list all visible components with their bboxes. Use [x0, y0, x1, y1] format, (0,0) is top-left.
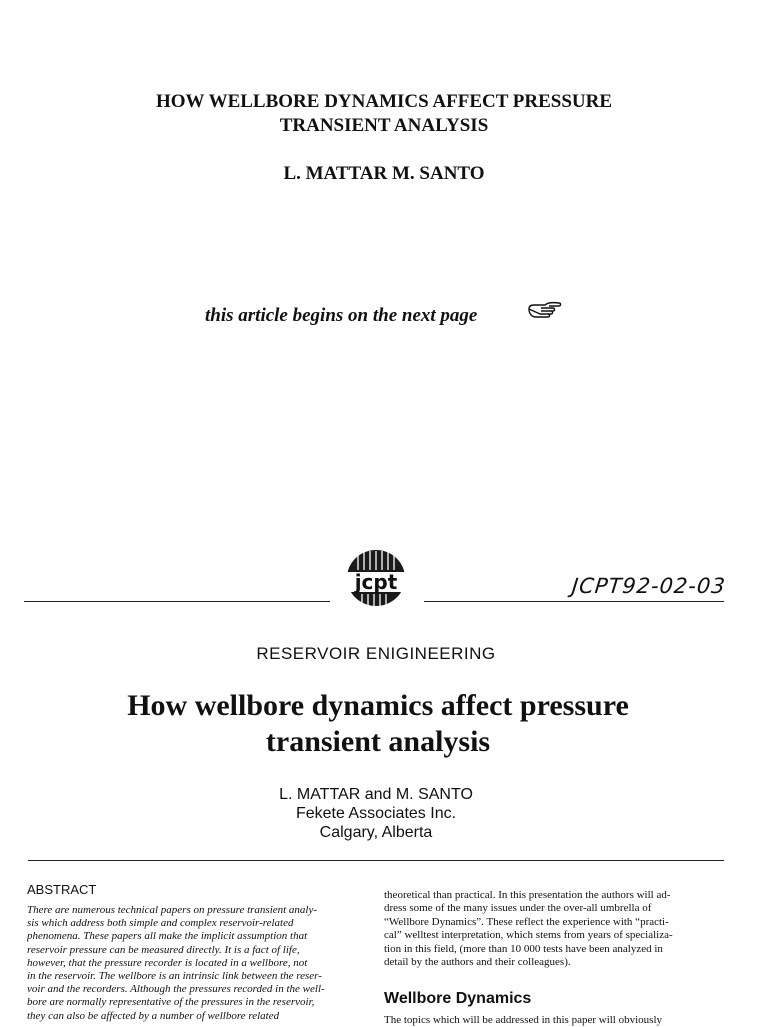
jcpt-logo [338, 548, 414, 618]
abstract-heading: ABSTRACT [27, 882, 97, 897]
abstract-line: however, that the pressure recorder is located in a wellbore, not [27, 956, 308, 969]
abstract-line: in the reservoir. The wellbore is an intrinsic link between the reser- [27, 970, 322, 983]
wellbore-dynamics-paragraph [384, 1014, 724, 1027]
jcpt-logo-text: jcpt [354, 570, 398, 594]
abstract-line: There are numerous technical papers on pressure transient analy- [27, 904, 318, 916]
intro-paragraph [384, 889, 724, 969]
body-line: theoretical than practical. In this presentation the authors will ad- [384, 889, 671, 901]
cover-authors: L. MATTAR M. SANTO [283, 163, 485, 184]
section-label: RESERVOIR ENIGINEERING [256, 644, 496, 663]
abstract-line: phenomena. These papers all make the implicit assumption that [27, 930, 308, 943]
document-code: JCPT92-02-03 [570, 574, 727, 598]
abstract-line: voir and the recorders. Although the pressures recorded in the well- [27, 983, 325, 996]
body-line: dress some of the many issues under the over-all umbrella of [384, 902, 652, 915]
cover-title [0, 90, 768, 138]
title-rule [28, 860, 724, 861]
cover-title-line-1: HOW WELLBORE DYNAMICS AFFECT PRESSURE [155, 91, 613, 112]
section-heading-wellbore-dynamics: Wellbore Dynamics [384, 990, 532, 1007]
pointing-hand-icon [527, 300, 563, 322]
paper-title-line-2: transient analysis [265, 725, 491, 758]
author-location: Calgary, Alberta [319, 824, 433, 841]
abstract-line: reservoir pressure can be measured directly. It is a fact of life, [27, 943, 300, 956]
body-line: cal” welltest interpretation, which stems from years of specializa- [384, 929, 673, 942]
header-rule-right [424, 601, 724, 602]
paper-authors: L. MATTAR and M. SANTO [279, 786, 473, 803]
abstract-line: they can also be affected by a number of wellbore related [27, 1009, 280, 1022]
abstract-line: bore are normally representative of the pressures in the reservoir, [27, 996, 315, 1009]
paper-title-line-1: How wellbore dynamics affect pressure [127, 689, 629, 722]
author-block [0, 785, 752, 842]
body-line: “Wellbore Dynamics”. These reflect the experience with “practi- [384, 915, 669, 928]
author-affiliation: Fekete Associates Inc. [295, 805, 457, 822]
paper-title [0, 688, 756, 760]
header-rule-left [24, 601, 330, 602]
article-begins-note: this article begins on the next page [205, 305, 478, 326]
body-line: The topics which will be addressed in this paper will obviously [384, 1014, 663, 1026]
body-line: detail by the authors and their colleagues). [384, 956, 571, 969]
abstract-line: sis which address both simple and complex reservoir-related [27, 917, 294, 930]
body-line: tion in this field, (more than 10 000 tests have been analyzed in [384, 942, 663, 955]
cover-title-line-2: TRANSIENT ANALYSIS [279, 115, 489, 136]
abstract-body [27, 904, 367, 1023]
